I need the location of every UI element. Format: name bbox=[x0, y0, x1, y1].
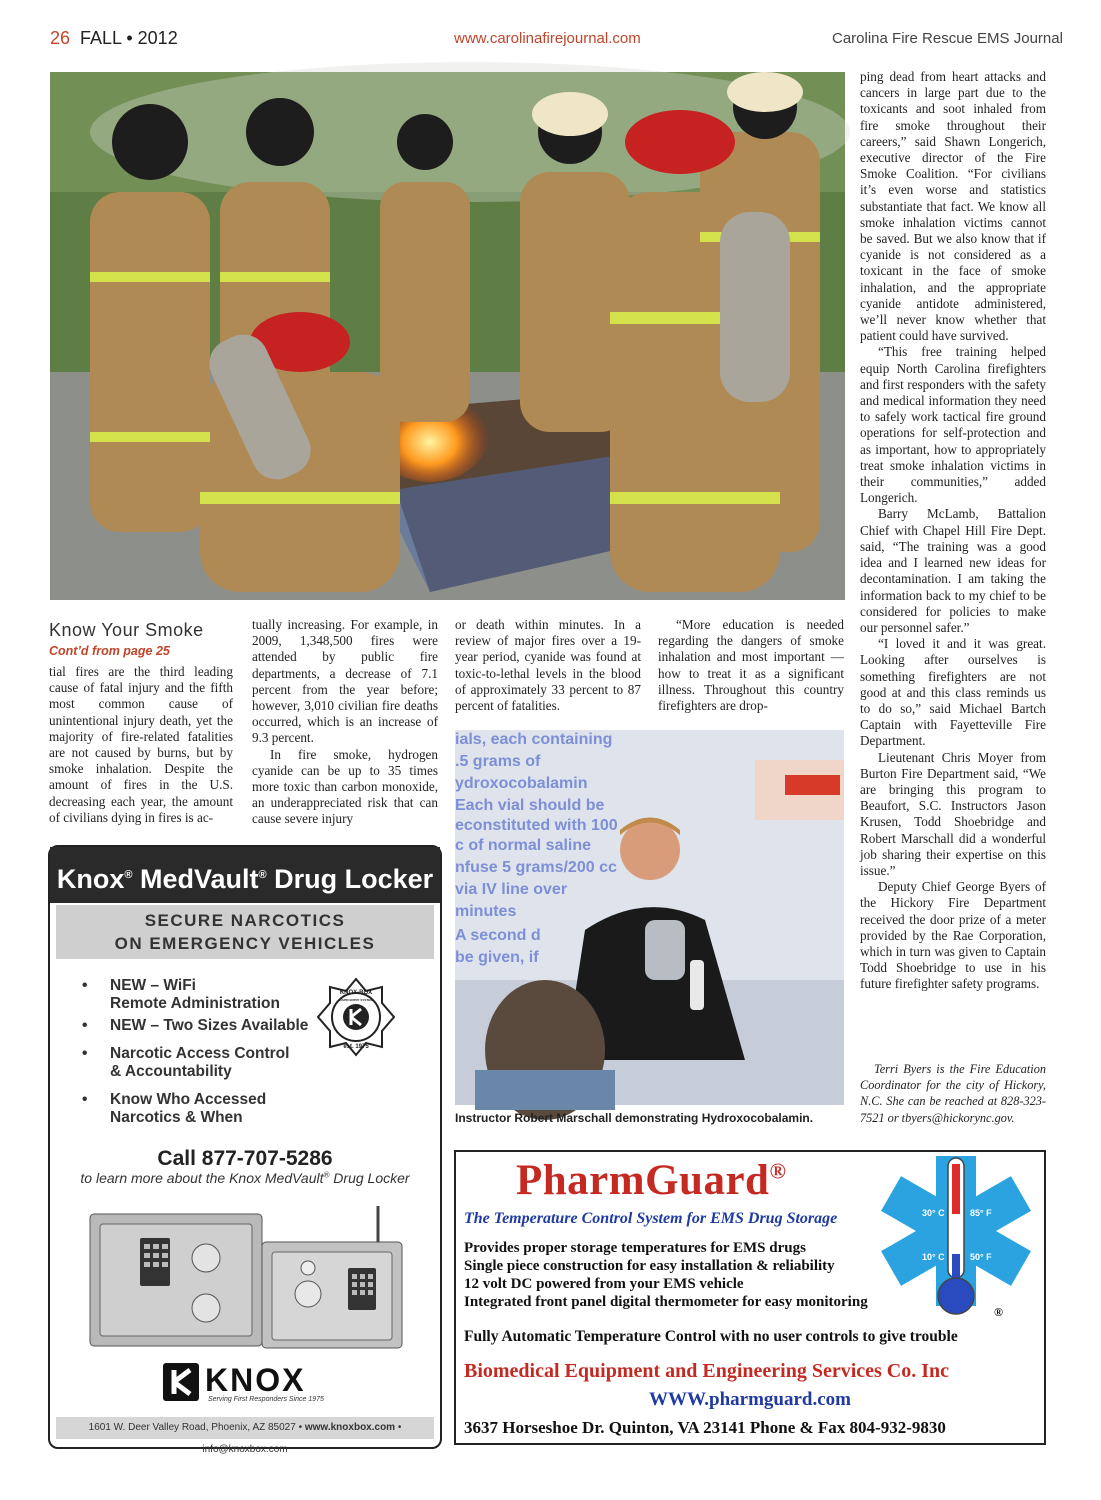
knox-website-link[interactable]: www.knoxbox.com bbox=[304, 1422, 396, 1433]
bullet-icon: • bbox=[82, 1017, 88, 1034]
slide-line: econstituted with 100 bbox=[455, 817, 618, 834]
learn-text: Drug Locker bbox=[329, 1170, 410, 1186]
star-of-life-thermometer-icon bbox=[874, 1156, 1042, 1326]
author-credit: Terri Byers is the Fire Education Coordinator for the city of Hickory, N.C. She can be reached at 828-323-7521 or tbyers@hickorync.gov. bbox=[860, 1062, 1046, 1125]
firefighters-training-photo bbox=[50, 72, 845, 600]
paragraph: Barry McLamb, Battalion Chief with Chapel Hill Fire Dept. said, “The training was a good idea and I learned new ideas for decontamination. I am taking the information back to my chief to be considered for policies to make our personnel safer.” bbox=[860, 506, 1046, 635]
paragraph: Deputy Chief George Byers of the Hickory Fire Department received the door prize of a meter provided by the Rae Corporation, which in turn was given to Captain Todd Shoebridge to use in his future firefighter safety programs. bbox=[860, 879, 1046, 992]
paragraph: tually increasing. For example, in 2009, 1,348,500 fires were attended by public fire departments, a decrease of 7.1 percent from the year before; however, 3,010 civilian fire deaths occurred, which is an increase of 9.3 percent. bbox=[252, 617, 438, 746]
knox-box-seal-icon bbox=[316, 977, 396, 1057]
bullet-text: Narcotic Access Control bbox=[110, 1045, 290, 1062]
pharmguard-title bbox=[516, 1156, 786, 1205]
paragraph: “This free training helped equip North Carolina firefighters and first responders with the safety and medical information they need to safely work tactical fire ground operations for self-protection and as important, how to appropriately treat smoke inhalation victims in their communities,” added Longerich. bbox=[860, 344, 1046, 506]
paragraph: “More education is needed regarding the dangers of smoke inhalation and most important — how to treat it as a significant illness. Throughout this country firefighters are drop- bbox=[658, 617, 844, 714]
subtitle-line: SECURE NARCOTICS bbox=[144, 911, 346, 930]
knox-logo-icon bbox=[162, 1362, 200, 1402]
article-column-5 bbox=[860, 69, 1046, 993]
slide-line: via IV line over bbox=[455, 881, 568, 898]
knox-learn-more bbox=[50, 1170, 440, 1186]
instructor-illustration bbox=[455, 730, 844, 1105]
knox-ad-title bbox=[50, 847, 440, 903]
paragraph: “I loved it and it was great. Looking after ourselves is something firefighters are not good at and this class reminds us to do so,” said Michael Bartch Captain with Fayetteville Fire Department. bbox=[860, 636, 1046, 749]
firefighters-illustration bbox=[50, 72, 845, 600]
site-url-link[interactable]: www.carolinafirejournal.com bbox=[454, 30, 641, 47]
title-part: Knox bbox=[56, 864, 125, 894]
slide-line: be given, if bbox=[455, 949, 539, 966]
bullet-bold: NEW bbox=[110, 977, 147, 994]
knox-contact-footer bbox=[56, 1417, 434, 1455]
bullet-text: & Accountability bbox=[110, 1063, 232, 1080]
seal-text: RAPID ENTRY SYSTEM bbox=[339, 998, 373, 1002]
feature-line: Single piece construction for easy installation & reliability bbox=[464, 1258, 835, 1274]
article-column-3 bbox=[455, 617, 641, 714]
feature-line: 12 volt DC powered from your EMS vehicle bbox=[464, 1276, 744, 1292]
bullet-icon: • bbox=[82, 1045, 88, 1062]
knox-tagline: Serving First Responders Since 1975 bbox=[208, 1396, 324, 1403]
article-column-2 bbox=[252, 617, 438, 828]
seal-text: KNOX-BOX bbox=[339, 990, 373, 996]
slide-line: c of normal saline bbox=[455, 837, 592, 854]
slide-line: nfuse 5 grams/200 cc bbox=[455, 859, 617, 876]
footer-text: • info@knoxbox.com bbox=[202, 1422, 402, 1455]
bullet-icon: • bbox=[82, 977, 88, 994]
footer-text: 1601 W. Deer Valley Road, Phoenix, AZ 85027 • bbox=[88, 1422, 305, 1433]
paragraph: Lieutenant Chris Moyer from Burton Fire Department said, “We are bringing this program to Beaufort, S.C. Instructors Jason Krusen, Todd Shoebridge and Robert Marschall did a wonderful job sharing their expertise on this issue.” bbox=[860, 749, 1046, 878]
thermometer-label: 85° F bbox=[970, 1208, 992, 1218]
article-column-4 bbox=[658, 617, 844, 714]
knox-lockers-illustration bbox=[86, 1202, 406, 1352]
bullet-text: – WiFi bbox=[146, 977, 196, 994]
continued-note: Cont’d from page 25 bbox=[49, 644, 170, 658]
bullet-text: – Two Sizes Available bbox=[146, 1017, 309, 1034]
bullet-bold: NEW bbox=[110, 1017, 147, 1034]
feature-line: Provides proper storage temperatures for EMS drugs bbox=[464, 1240, 806, 1256]
title-text: PharmGuard bbox=[516, 1157, 770, 1204]
thermometer-label: 50° F bbox=[970, 1252, 992, 1262]
slide-line: ydroxocobalamin bbox=[455, 775, 588, 792]
seal-text: est. 1975 bbox=[343, 1044, 369, 1050]
paragraph: or death within minutes. In a review of major fires over a 19-year period, cyanide was found at toxic-to-lethal levels in the blood of approximately 33 percent to 87 percent of fatalities. bbox=[455, 617, 641, 714]
feature-line: Integrated front panel digital thermometer for easy monitoring bbox=[464, 1294, 868, 1310]
pharmguard-address: 3637 Horseshoe Dr. Quinton, VA 23141 Phone & Fax 804-932-9830 bbox=[464, 1418, 946, 1437]
subtitle-line: ON EMERGENCY VEHICLES bbox=[114, 934, 376, 953]
pharmguard-company: Biomedical Equipment and Engineering Services Co. Inc bbox=[464, 1360, 950, 1382]
paragraph: In fire smoke, hydrogen cyanide can be up to 35 times more toxic than carbon monoxide, an underappreciated risk that can cause severe injury bbox=[252, 746, 438, 827]
slide-line: A second d bbox=[455, 927, 541, 944]
instructor-photo bbox=[455, 730, 844, 1105]
slide-line: ials, each containing bbox=[455, 731, 613, 748]
article-column-1 bbox=[49, 664, 233, 826]
pharmguard-subtitle: The Temperature Control System for EMS Drug Storage bbox=[464, 1210, 838, 1227]
registered-mark: ® bbox=[124, 869, 133, 881]
journal-name: Carolina Fire Rescue EMS Journal bbox=[832, 30, 1063, 47]
registered-mark: ® bbox=[323, 1170, 330, 1180]
knox-medvault-ad[interactable] bbox=[48, 845, 442, 1455]
issue-date: FALL • 2012 bbox=[80, 28, 178, 48]
paragraph: ping dead from heart attacks and cancers in large part due to the toxicants and soot inhaled from fire smoke throughout their careers,” said Shawn Longerich, executive director of the Fire Smoke Coalition. “For civilians it’s even worse and statistics substantiate that fact. We know all smoke inhalation victims cannot be saved. But we also know that if cyanide is not considered as a toxicant in the face of smoke inhalation, and the appropriate cyanide antidote administered, we’ll never know whether that patient could have survived. bbox=[860, 69, 1046, 344]
title-part: MedVault bbox=[132, 864, 259, 894]
learn-text: to learn more about the Knox MedVault bbox=[80, 1170, 324, 1186]
bullet-text: Remote Administration bbox=[110, 995, 280, 1012]
pharmguard-website-link[interactable]: WWW.pharmguard.com bbox=[649, 1389, 851, 1410]
section-title: Know Your Smoke bbox=[49, 620, 204, 640]
knox-phone-number[interactable]: Call 877-707-5286 bbox=[157, 1147, 333, 1170]
photo-caption: Instructor Robert Marschall demonstrating Hydroxocobalamin. bbox=[455, 1111, 814, 1125]
knox-ad-subtitle bbox=[56, 905, 434, 959]
registered-mark: ® bbox=[258, 869, 267, 881]
thermometer-label: 10° C bbox=[922, 1252, 945, 1262]
registered-mark: ® bbox=[994, 1305, 1003, 1319]
page-number: 26 bbox=[50, 28, 71, 48]
bullet-text: Know Who Accessed bbox=[110, 1091, 267, 1108]
registered-mark: ® bbox=[769, 1158, 787, 1184]
thermometer-label: 30° C bbox=[922, 1208, 945, 1218]
pharmguard-automatic-control: Fully Automatic Temperature Control with no user controls to give trouble bbox=[464, 1328, 958, 1345]
pharmguard-ad[interactable] bbox=[454, 1150, 1046, 1445]
slide-line: .5 grams of bbox=[455, 753, 541, 770]
paragraph: tial fires are the third leading cause of fatal injury and the fifth most common cause of unintentional injury death, yet the majority of fire-related fatalities are not caused by burns, but by smoke inhalation. Despite the amount of fires in the U.S. decreasing each year, the amount of civilians dying in fires is ac- bbox=[49, 664, 233, 825]
slide-line: Each vial should be bbox=[455, 797, 605, 814]
title-part: Drug Locker bbox=[266, 864, 434, 894]
bullet-icon: • bbox=[82, 1091, 88, 1108]
bullet-text: Narcotics & When bbox=[110, 1109, 243, 1126]
slide-line: minutes bbox=[455, 903, 517, 920]
knox-brand-wordmark: KNOX bbox=[205, 1362, 306, 1398]
